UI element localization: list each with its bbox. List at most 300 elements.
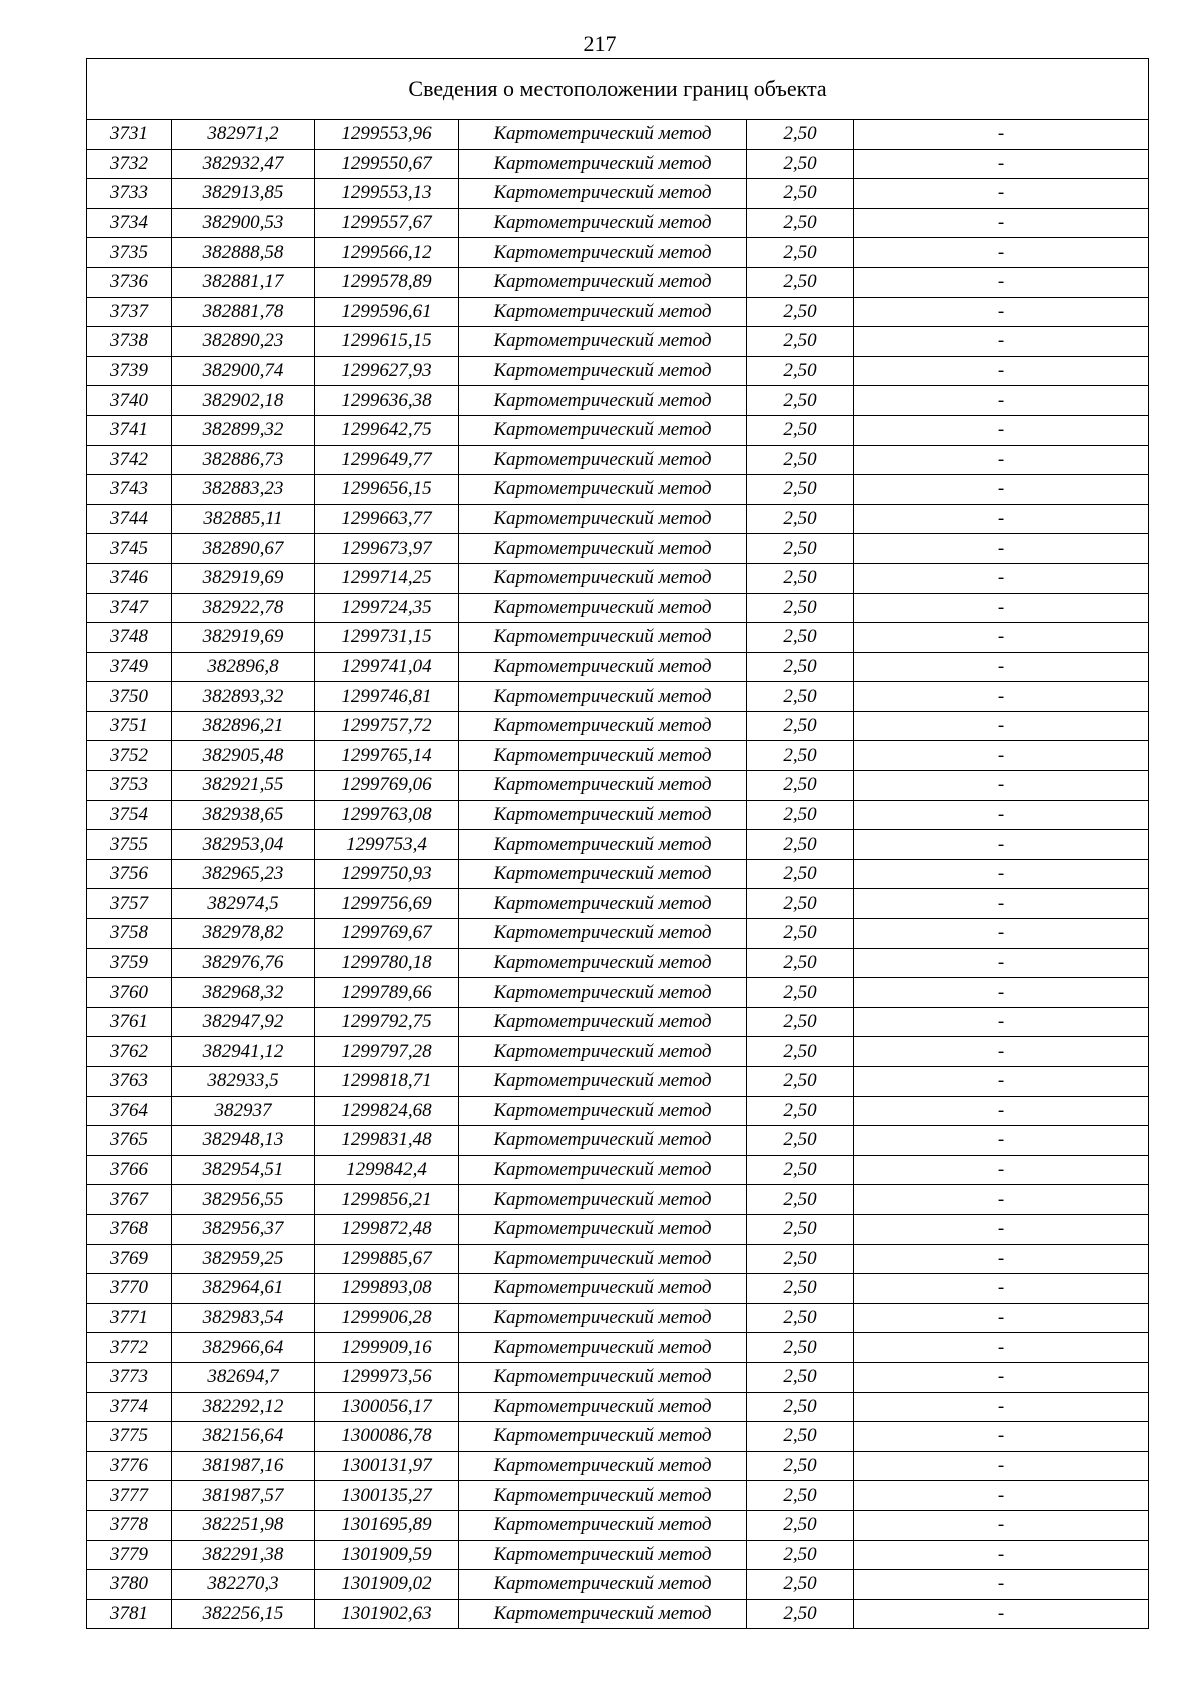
coordinate-x-cell: 382956,55 [172, 1185, 315, 1215]
point-number-cell: 3773 [87, 1362, 172, 1392]
table-row [87, 1274, 1149, 1304]
accuracy-cell: 2,50 [747, 1155, 854, 1185]
point-number-cell: 3752 [87, 741, 172, 771]
description-cell: - [854, 415, 1149, 445]
table-row [87, 1599, 1149, 1629]
method-cell: Картометрический метод [459, 1451, 747, 1481]
method-cell: Картометрический метод [459, 711, 747, 741]
method-cell: Картометрический метод [459, 238, 747, 268]
method-cell: Картометрический метод [459, 1244, 747, 1274]
description-cell: - [854, 1510, 1149, 1540]
method-cell: Картометрический метод [459, 208, 747, 238]
point-number-cell: 3750 [87, 682, 172, 712]
description-cell: - [854, 1096, 1149, 1126]
method-cell: Картометрический метод [459, 297, 747, 327]
description-cell: - [854, 1244, 1149, 1274]
coordinate-y-cell: 1300056,17 [315, 1392, 459, 1422]
table-row [87, 1303, 1149, 1333]
point-number-cell: 3754 [87, 800, 172, 830]
description-cell: - [854, 238, 1149, 268]
method-cell: Картометрический метод [459, 1362, 747, 1392]
accuracy-cell: 2,50 [747, 1126, 854, 1156]
table-row [87, 327, 1149, 357]
accuracy-cell: 2,50 [747, 1599, 854, 1629]
method-cell: Картометрический метод [459, 1392, 747, 1422]
coordinate-x-cell: 382896,21 [172, 711, 315, 741]
coordinate-x-cell: 382893,32 [172, 682, 315, 712]
method-cell: Картометрический метод [459, 445, 747, 475]
point-number-cell: 3774 [87, 1392, 172, 1422]
method-cell: Картометрический метод [459, 327, 747, 357]
method-cell: Картометрический метод [459, 534, 747, 564]
accuracy-cell: 2,50 [747, 504, 854, 534]
coordinate-y-cell: 1299906,28 [315, 1303, 459, 1333]
coordinate-y-cell: 1299757,72 [315, 711, 459, 741]
coordinate-x-cell: 382954,51 [172, 1155, 315, 1185]
method-cell: Картометрический метод [459, 356, 747, 386]
coordinate-x-cell: 382885,11 [172, 504, 315, 534]
table-row [87, 711, 1149, 741]
accuracy-cell: 2,50 [747, 978, 854, 1008]
coordinate-y-cell: 1299673,97 [315, 534, 459, 564]
coordinate-y-cell: 1299656,15 [315, 475, 459, 505]
coordinate-y-cell: 1299763,08 [315, 800, 459, 830]
accuracy-cell: 2,50 [747, 1510, 854, 1540]
point-number-cell: 3738 [87, 327, 172, 357]
description-cell: - [854, 297, 1149, 327]
page-number: 217 [583, 31, 617, 56]
coordinate-x-cell: 382919,69 [172, 563, 315, 593]
coordinate-x-cell: 382953,04 [172, 830, 315, 860]
method-cell: Картометрический метод [459, 1007, 747, 1037]
coordinate-x-cell: 382983,54 [172, 1303, 315, 1333]
coordinate-y-cell: 1299649,77 [315, 445, 459, 475]
coordinate-x-cell: 381987,16 [172, 1451, 315, 1481]
point-number-cell: 3731 [87, 120, 172, 150]
table-row [87, 1037, 1149, 1067]
coordinate-x-cell: 382899,32 [172, 415, 315, 445]
coordinate-y-cell: 1299769,67 [315, 919, 459, 949]
accuracy-cell: 2,50 [747, 267, 854, 297]
table-row [87, 919, 1149, 949]
point-number-cell: 3765 [87, 1126, 172, 1156]
coordinate-y-cell: 1299714,25 [315, 563, 459, 593]
description-cell: - [854, 1037, 1149, 1067]
point-number-cell: 3749 [87, 652, 172, 682]
description-cell: - [854, 682, 1149, 712]
coordinate-y-cell: 1299553,13 [315, 179, 459, 209]
table-row [87, 741, 1149, 771]
description-cell: - [854, 593, 1149, 623]
point-number-cell: 3781 [87, 1599, 172, 1629]
description-cell: - [854, 445, 1149, 475]
method-cell: Картометрический метод [459, 1599, 747, 1629]
method-cell: Картометрический метод [459, 593, 747, 623]
table-row [87, 1362, 1149, 1392]
coordinate-x-cell: 382270,3 [172, 1570, 315, 1600]
accuracy-cell: 2,50 [747, 919, 854, 949]
table-row [87, 475, 1149, 505]
description-cell: - [854, 534, 1149, 564]
description-cell: - [854, 1185, 1149, 1215]
description-cell: - [854, 327, 1149, 357]
accuracy-cell: 2,50 [747, 800, 854, 830]
coordinate-x-cell: 382956,37 [172, 1214, 315, 1244]
coordinate-y-cell: 1299615,15 [315, 327, 459, 357]
description-cell: - [854, 267, 1149, 297]
coordinate-x-cell: 382965,23 [172, 859, 315, 889]
table-row [87, 1185, 1149, 1215]
coordinate-y-cell: 1299756,69 [315, 889, 459, 919]
point-number-cell: 3732 [87, 149, 172, 179]
coordinate-y-cell: 1299663,77 [315, 504, 459, 534]
description-cell: - [854, 120, 1149, 150]
method-cell: Картометрический метод [459, 563, 747, 593]
coordinate-y-cell: 1299824,68 [315, 1096, 459, 1126]
point-number-cell: 3739 [87, 356, 172, 386]
method-cell: Картометрический метод [459, 475, 747, 505]
coordinate-y-cell: 1299553,96 [315, 120, 459, 150]
accuracy-cell: 2,50 [747, 149, 854, 179]
method-cell: Картометрический метод [459, 1037, 747, 1067]
point-number-cell: 3736 [87, 267, 172, 297]
method-cell: Картометрический метод [459, 149, 747, 179]
method-cell: Картометрический метод [459, 504, 747, 534]
method-cell: Картометрический метод [459, 859, 747, 889]
coordinate-x-cell: 382921,55 [172, 771, 315, 801]
coordinate-x-cell: 382256,15 [172, 1599, 315, 1629]
table-title: Сведения о местоположении границ объекта [87, 59, 1149, 120]
description-cell: - [854, 149, 1149, 179]
coordinate-x-cell: 382896,8 [172, 652, 315, 682]
accuracy-cell: 2,50 [747, 1570, 854, 1600]
table-row [87, 800, 1149, 830]
description-cell: - [854, 1362, 1149, 1392]
table-row [87, 1007, 1149, 1037]
accuracy-cell: 2,50 [747, 711, 854, 741]
coordinate-y-cell: 1299550,67 [315, 149, 459, 179]
coordinate-y-cell: 1299753,4 [315, 830, 459, 860]
accuracy-cell: 2,50 [747, 1214, 854, 1244]
description-cell: - [854, 889, 1149, 919]
coordinate-x-cell: 382900,74 [172, 356, 315, 386]
coordinate-y-cell: 1299724,35 [315, 593, 459, 623]
description-cell: - [854, 563, 1149, 593]
table-row [87, 208, 1149, 238]
coordinate-x-cell: 382902,18 [172, 386, 315, 416]
table-row [87, 1570, 1149, 1600]
point-number-cell: 3755 [87, 830, 172, 860]
point-number-cell: 3779 [87, 1540, 172, 1570]
coordinate-y-cell: 1301695,89 [315, 1510, 459, 1540]
coordinate-x-cell: 382947,92 [172, 1007, 315, 1037]
description-cell: - [854, 1570, 1149, 1600]
description-cell: - [854, 1007, 1149, 1037]
accuracy-cell: 2,50 [747, 1037, 854, 1067]
method-cell: Картометрический метод [459, 1274, 747, 1304]
coordinate-y-cell: 1299746,81 [315, 682, 459, 712]
point-number-cell: 3737 [87, 297, 172, 327]
coordinate-y-cell: 1299780,18 [315, 948, 459, 978]
method-cell: Картометрический метод [459, 386, 747, 416]
table-row [87, 948, 1149, 978]
coordinate-y-cell: 1299872,48 [315, 1214, 459, 1244]
description-cell: - [854, 978, 1149, 1008]
method-cell: Картометрический метод [459, 267, 747, 297]
description-cell: - [854, 859, 1149, 889]
accuracy-cell: 2,50 [747, 208, 854, 238]
point-number-cell: 3743 [87, 475, 172, 505]
point-number-cell: 3734 [87, 208, 172, 238]
table-row [87, 1244, 1149, 1274]
accuracy-cell: 2,50 [747, 1333, 854, 1363]
point-number-cell: 3733 [87, 179, 172, 209]
method-cell: Картометрический метод [459, 179, 747, 209]
accuracy-cell: 2,50 [747, 475, 854, 505]
method-cell: Картометрический метод [459, 830, 747, 860]
coordinate-y-cell: 1299856,21 [315, 1185, 459, 1215]
description-cell: - [854, 1392, 1149, 1422]
accuracy-cell: 2,50 [747, 771, 854, 801]
description-cell: - [854, 356, 1149, 386]
method-cell: Картометрический метод [459, 741, 747, 771]
accuracy-cell: 2,50 [747, 1362, 854, 1392]
table-row [87, 1510, 1149, 1540]
coordinate-y-cell: 1299566,12 [315, 238, 459, 268]
coordinate-y-cell: 1299789,66 [315, 978, 459, 1008]
accuracy-cell: 2,50 [747, 563, 854, 593]
method-cell: Картометрический метод [459, 1067, 747, 1097]
table-row [87, 120, 1149, 150]
point-number-cell: 3766 [87, 1155, 172, 1185]
boundary-coordinates-table [86, 58, 1149, 1629]
coordinate-x-cell: 382922,78 [172, 593, 315, 623]
table-body [87, 59, 1149, 1629]
coordinate-x-cell: 382883,23 [172, 475, 315, 505]
point-number-cell: 3741 [87, 415, 172, 445]
table-row [87, 1155, 1149, 1185]
table-row [87, 859, 1149, 889]
description-cell: - [854, 1422, 1149, 1452]
coordinate-x-cell: 382888,58 [172, 238, 315, 268]
table-row [87, 1067, 1149, 1097]
method-cell: Картометрический метод [459, 948, 747, 978]
accuracy-cell: 2,50 [747, 1244, 854, 1274]
accuracy-cell: 2,50 [747, 889, 854, 919]
coordinate-x-cell: 382941,12 [172, 1037, 315, 1067]
description-cell: - [854, 652, 1149, 682]
table-row [87, 534, 1149, 564]
coordinate-x-cell: 382890,67 [172, 534, 315, 564]
coordinate-x-cell: 382978,82 [172, 919, 315, 949]
description-cell: - [854, 1333, 1149, 1363]
description-cell: - [854, 1599, 1149, 1629]
accuracy-cell: 2,50 [747, 1392, 854, 1422]
coordinate-y-cell: 1299627,93 [315, 356, 459, 386]
method-cell: Картометрический метод [459, 1481, 747, 1511]
table-row [87, 623, 1149, 653]
accuracy-cell: 2,50 [747, 1096, 854, 1126]
point-number-cell: 3758 [87, 919, 172, 949]
method-cell: Картометрический метод [459, 1540, 747, 1570]
accuracy-cell: 2,50 [747, 830, 854, 860]
accuracy-cell: 2,50 [747, 1451, 854, 1481]
coordinate-x-cell: 382881,78 [172, 297, 315, 327]
accuracy-cell: 2,50 [747, 1185, 854, 1215]
table-row [87, 593, 1149, 623]
table-row [87, 978, 1149, 1008]
coordinate-x-cell: 382905,48 [172, 741, 315, 771]
point-number-cell: 3769 [87, 1244, 172, 1274]
point-number-cell: 3767 [87, 1185, 172, 1215]
table-row [87, 652, 1149, 682]
method-cell: Картометрический метод [459, 1333, 747, 1363]
point-number-cell: 3757 [87, 889, 172, 919]
coordinate-x-cell: 382932,47 [172, 149, 315, 179]
point-number-cell: 3761 [87, 1007, 172, 1037]
accuracy-cell: 2,50 [747, 682, 854, 712]
coordinate-y-cell: 1299741,04 [315, 652, 459, 682]
method-cell: Картометрический метод [459, 1096, 747, 1126]
point-number-cell: 3745 [87, 534, 172, 564]
table-row [87, 445, 1149, 475]
table-title-row [87, 59, 1149, 120]
coordinate-y-cell: 1299731,15 [315, 623, 459, 653]
point-number-cell: 3744 [87, 504, 172, 534]
accuracy-cell: 2,50 [747, 1303, 854, 1333]
coordinate-y-cell: 1299557,67 [315, 208, 459, 238]
accuracy-cell: 2,50 [747, 534, 854, 564]
coordinate-y-cell: 1299842,4 [315, 1155, 459, 1185]
coordinate-y-cell: 1301909,02 [315, 1570, 459, 1600]
description-cell: - [854, 771, 1149, 801]
method-cell: Картометрический метод [459, 1155, 747, 1185]
coordinate-x-cell: 382974,5 [172, 889, 315, 919]
accuracy-cell: 2,50 [747, 948, 854, 978]
point-number-cell: 3753 [87, 771, 172, 801]
point-number-cell: 3771 [87, 1303, 172, 1333]
method-cell: Картометрический метод [459, 1126, 747, 1156]
method-cell: Картометрический метод [459, 978, 747, 1008]
table-row [87, 356, 1149, 386]
coordinate-y-cell: 1299792,75 [315, 1007, 459, 1037]
table-row [87, 149, 1149, 179]
method-cell: Картометрический метод [459, 1570, 747, 1600]
coordinate-x-cell: 381987,57 [172, 1481, 315, 1511]
table-row [87, 1126, 1149, 1156]
coordinate-x-cell: 382913,85 [172, 179, 315, 209]
description-cell: - [854, 948, 1149, 978]
accuracy-cell: 2,50 [747, 1540, 854, 1570]
coordinate-y-cell: 1299818,71 [315, 1067, 459, 1097]
point-number-cell: 3756 [87, 859, 172, 889]
table-row [87, 682, 1149, 712]
table-row [87, 386, 1149, 416]
coordinate-y-cell: 1299750,93 [315, 859, 459, 889]
point-number-cell: 3747 [87, 593, 172, 623]
point-number-cell: 3740 [87, 386, 172, 416]
description-cell: - [854, 623, 1149, 653]
accuracy-cell: 2,50 [747, 652, 854, 682]
description-cell: - [854, 1214, 1149, 1244]
description-cell: - [854, 386, 1149, 416]
accuracy-cell: 2,50 [747, 1481, 854, 1511]
point-number-cell: 3768 [87, 1214, 172, 1244]
method-cell: Картометрический метод [459, 771, 747, 801]
table-row [87, 238, 1149, 268]
accuracy-cell: 2,50 [747, 1274, 854, 1304]
description-cell: - [854, 919, 1149, 949]
accuracy-cell: 2,50 [747, 593, 854, 623]
accuracy-cell: 2,50 [747, 1067, 854, 1097]
coordinate-y-cell: 1299893,08 [315, 1274, 459, 1304]
accuracy-cell: 2,50 [747, 415, 854, 445]
table-row [87, 297, 1149, 327]
point-number-cell: 3742 [87, 445, 172, 475]
point-number-cell: 3760 [87, 978, 172, 1008]
point-number-cell: 3751 [87, 711, 172, 741]
table-row [87, 1451, 1149, 1481]
table-row [87, 267, 1149, 297]
accuracy-cell: 2,50 [747, 1007, 854, 1037]
coordinate-y-cell: 1300135,27 [315, 1481, 459, 1511]
coordinate-x-cell: 382890,23 [172, 327, 315, 357]
table-row [87, 415, 1149, 445]
coordinate-x-cell: 382291,38 [172, 1540, 315, 1570]
point-number-cell: 3780 [87, 1570, 172, 1600]
coordinate-y-cell: 1299885,67 [315, 1244, 459, 1274]
description-cell: - [854, 741, 1149, 771]
description-cell: - [854, 800, 1149, 830]
coordinate-y-cell: 1300131,97 [315, 1451, 459, 1481]
coordinate-x-cell: 382933,5 [172, 1067, 315, 1097]
accuracy-cell: 2,50 [747, 297, 854, 327]
coordinate-y-cell: 1299797,28 [315, 1037, 459, 1067]
coordinate-x-cell: 382971,2 [172, 120, 315, 150]
coordinate-x-cell: 382966,64 [172, 1333, 315, 1363]
point-number-cell: 3764 [87, 1096, 172, 1126]
accuracy-cell: 2,50 [747, 327, 854, 357]
description-cell: - [854, 711, 1149, 741]
coordinate-x-cell: 382886,73 [172, 445, 315, 475]
coordinate-x-cell: 382881,17 [172, 267, 315, 297]
coordinate-y-cell: 1299973,56 [315, 1362, 459, 1392]
table-row [87, 1392, 1149, 1422]
description-cell: - [854, 830, 1149, 860]
table-row [87, 1096, 1149, 1126]
description-cell: - [854, 179, 1149, 209]
coordinate-x-cell: 382959,25 [172, 1244, 315, 1274]
coordinate-x-cell: 382251,98 [172, 1510, 315, 1540]
point-number-cell: 3735 [87, 238, 172, 268]
description-cell: - [854, 1481, 1149, 1511]
description-cell: - [854, 208, 1149, 238]
coordinate-x-cell: 382964,61 [172, 1274, 315, 1304]
table-row [87, 504, 1149, 534]
point-number-cell: 3746 [87, 563, 172, 593]
table-row [87, 179, 1149, 209]
table-row [87, 1422, 1149, 1452]
description-cell: - [854, 475, 1149, 505]
point-number-cell: 3772 [87, 1333, 172, 1363]
description-cell: - [854, 1303, 1149, 1333]
coordinate-x-cell: 382900,53 [172, 208, 315, 238]
description-cell: - [854, 1274, 1149, 1304]
method-cell: Картометрический метод [459, 800, 747, 830]
method-cell: Картометрический метод [459, 1303, 747, 1333]
point-number-cell: 3748 [87, 623, 172, 653]
description-cell: - [854, 504, 1149, 534]
